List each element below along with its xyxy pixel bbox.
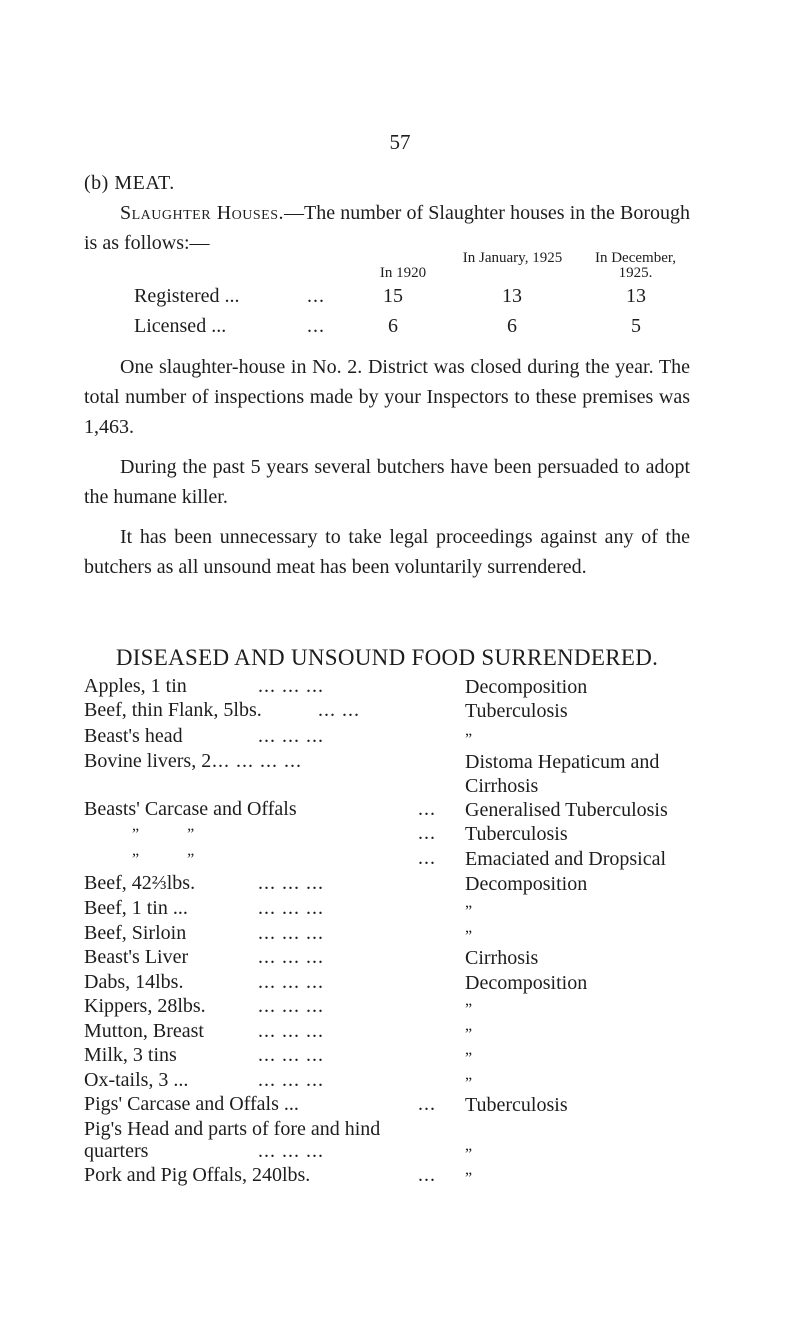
food-item: Beef, thin Flank, 5lbs. xyxy=(84,699,262,721)
food-item xyxy=(84,1118,424,1162)
food-cause: Tuberculosis xyxy=(465,1094,568,1116)
food-cause: Decomposition xyxy=(465,873,588,895)
food-cause-ditto: ” xyxy=(465,1146,473,1163)
row-leader-licensed: ... xyxy=(307,315,325,337)
food-item: Beast's Liver xyxy=(84,946,189,968)
food-leader: ... ... ... xyxy=(258,995,324,1017)
food-cause-ditto: ” xyxy=(465,903,473,920)
food-cause: Decomposition xyxy=(465,972,588,994)
paragraph-legal-text: It has been unnecessary to take legal proceedings against any of the butchers as all unsound meat has been voluntarily surrendered. xyxy=(84,526,690,578)
food-item: Apples, 1 tin xyxy=(84,675,187,697)
column-header-jan-1925: In January, 1925 xyxy=(462,250,563,266)
value-licensed-1920: 6 xyxy=(388,315,398,337)
food-item: Beef, 1 tin ... xyxy=(84,897,188,919)
food-item: Milk, 3 tins xyxy=(84,1044,177,1066)
food-leader: ... xyxy=(418,1164,436,1186)
food-leader: ... ... ... xyxy=(258,675,324,697)
food-item: Ox-tails, 3 ... xyxy=(84,1069,189,1091)
food-item: Kippers, 28lbs. xyxy=(84,995,206,1017)
food-cause: Tuberculosis xyxy=(465,700,568,722)
food-item: Pork and Pig Offals, 240lbs. xyxy=(84,1164,311,1186)
food-leader: ... ... ... xyxy=(258,872,324,894)
food-cause-ditto: ” xyxy=(465,1075,473,1092)
food-item: Mutton, Breast xyxy=(84,1020,204,1042)
food-item: Beasts' Carcase and Offals xyxy=(84,798,297,820)
intro-text: —The number of Slaughter houses in the Borough is as follows:— xyxy=(84,202,690,254)
food-item-ditto: ” ” xyxy=(132,826,195,843)
food-cause-ditto: ” xyxy=(465,1001,473,1018)
food-leader: ... ... ... xyxy=(258,1140,324,1162)
food-cause-ditto: ” xyxy=(465,1170,473,1187)
food-item: Beef, Sirloin xyxy=(84,922,187,944)
food-item: Pigs' Carcase and Offals ... xyxy=(84,1093,299,1115)
intro-lead: Slaughter Houses. xyxy=(120,202,284,224)
page-number: 57 xyxy=(389,130,411,154)
paragraph-humane-killer xyxy=(84,452,690,512)
food-item-text: Pig's Head and parts of fore and hind quarters xyxy=(84,1118,381,1162)
food-leader: ... ... xyxy=(318,699,360,721)
food-item: Beast's head xyxy=(84,725,183,747)
row-leader-registered: ... xyxy=(307,285,325,307)
food-cause-ditto: ” xyxy=(465,1050,473,1067)
food-item: Beef, 42⅔lbs. xyxy=(84,872,196,894)
column-header-1920: In 1920 xyxy=(379,265,427,281)
food-cause: Emaciated and Dropsical xyxy=(465,848,667,870)
food-leader: ... ... ... xyxy=(258,922,324,944)
row-label-registered: Registered ... xyxy=(134,285,240,307)
value-licensed-jan-1925: 6 xyxy=(507,315,517,337)
food-table-title: DISEASED AND UNSOUND FOOD SURRENDERED. xyxy=(115,645,659,670)
intro-paragraph xyxy=(84,198,690,258)
food-leader: ... xyxy=(418,798,436,820)
food-cause-ditto: ” xyxy=(465,731,473,748)
value-registered-jan-1925: 13 xyxy=(502,285,522,307)
food-item: Dabs, 14lbs. xyxy=(84,971,184,993)
food-leader: ... ... ... xyxy=(258,1069,324,1091)
food-cause: Generalised Tuberculosis xyxy=(465,799,668,821)
food-leader: ... xyxy=(418,822,436,844)
value-registered-1920: 15 xyxy=(383,285,403,307)
food-item: Bovine livers, 2 xyxy=(84,750,212,772)
food-cause: Decomposition xyxy=(465,676,588,698)
food-leader: ... ... ... xyxy=(258,971,324,993)
food-item-ditto: ” ” xyxy=(132,851,195,868)
food-leader: ... ... ... xyxy=(258,897,324,919)
food-leader: ... ... ... ... xyxy=(212,750,302,772)
row-label-licensed: Licensed ... xyxy=(134,315,227,337)
food-leader: ... ... ... xyxy=(258,725,324,747)
value-registered-dec-1925: 13 xyxy=(626,285,646,307)
paragraph-closure xyxy=(84,352,690,442)
food-cause: Tuberculosis xyxy=(465,823,568,845)
value-licensed-dec-1925: 5 xyxy=(631,315,641,337)
paragraph-humane-killer-text: During the past 5 years several butchers have been persuaded to adopt the humane killer. xyxy=(84,456,690,508)
food-cause: Distoma Hepaticum and Cirrhosis xyxy=(465,751,660,797)
food-leader: ... ... ... xyxy=(258,1044,324,1066)
food-leader: ... xyxy=(418,1093,436,1115)
food-cause-ditto: ” xyxy=(465,928,473,945)
column-header-dec-1925: In December, 1925. xyxy=(594,250,677,281)
food-leader: ... ... ... xyxy=(258,1020,324,1042)
section-heading: (b) MEAT. xyxy=(84,172,175,194)
food-cause-ditto: ” xyxy=(465,1026,473,1043)
paragraph-legal xyxy=(84,522,690,582)
paragraph-closure-text: One slaughter-house in No. 2. District was closed during the year. The total number of inspections made by your Inspectors to these premises was 1,463. xyxy=(84,356,690,438)
food-leader: ... xyxy=(418,847,436,869)
food-cause: Cirrhosis xyxy=(465,947,539,969)
food-leader: ... ... ... xyxy=(258,946,324,968)
